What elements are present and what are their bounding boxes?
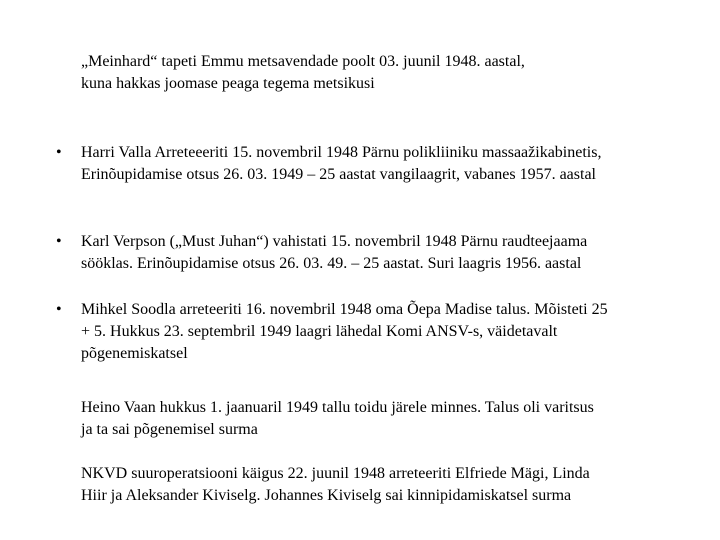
bullet-item-2 — [81, 231, 587, 275]
bullet-marker-1: • — [56, 144, 62, 161]
intro-line-2: kuna hakkas joomase peaga tegema metsikusi — [81, 75, 375, 92]
note-2-line-1: NKVD suuroperatsiooni käigus 22. juunil 1948 arreteeriti Elfriede Mägi, Linda — [81, 465, 590, 482]
intro-line-1: „Meinhard“ tapeti Emmu metsavendade poolt 03. juunil 1948. aastal, — [81, 53, 525, 70]
bullet-item-3 — [81, 299, 608, 365]
bullet-item-1-line-2: Erinõupidamise otsus 26. 03. 1949 – 25 aastat vangilaagrit, vabanes 1957. aastal — [81, 166, 596, 183]
bullet-item-2-line-1: Karl Verpson („Must Juhan“) vahistati 15. novembril 1948 Pärnu raudteejaama — [81, 233, 588, 250]
intro-paragraph — [81, 51, 525, 95]
bullet-marker-3: • — [56, 301, 62, 318]
bullet-item-2-line-2: sööklas. Erinõupidamise otsus 26. 03. 49. – 25 aastat. Suri laagris 1956. aastal — [81, 255, 582, 272]
bullet-marker-2: • — [56, 233, 62, 250]
bullet-item-3-line-1: Mihkel Soodla arreteeriti 16. novembril 1948 oma Õepa Madise talus. Mõisteti 25 — [81, 301, 608, 318]
note-paragraph-1 — [81, 397, 594, 441]
bullet-item-3-line-2: + 5. Hukkus 23. septembril 1949 laagri lähedal Komi ANSV-s, väidetavalt — [81, 323, 558, 340]
bullet-item-3-line-3: põgenemiskatsel — [81, 345, 188, 362]
note-1-line-2: ja ta sai põgenemisel surma — [81, 421, 258, 438]
bullet-item-1-line-1: Harri Valla Arreteeeriti 15. novembril 1948 Pärnu polikliiniku massaažikabinetis, — [81, 144, 602, 161]
note-paragraph-2 — [81, 463, 590, 507]
note-2-line-2: Hiir ja Aleksander Kiviselg. Johannes Kiviselg sai kinnipidamiskatsel surma — [81, 487, 572, 504]
note-1-line-1: Heino Vaan hukkus 1. jaanuaril 1949 tallu toidu järele minnes. Talus oli varitsus — [81, 399, 594, 416]
bullet-item-1 — [81, 142, 601, 186]
